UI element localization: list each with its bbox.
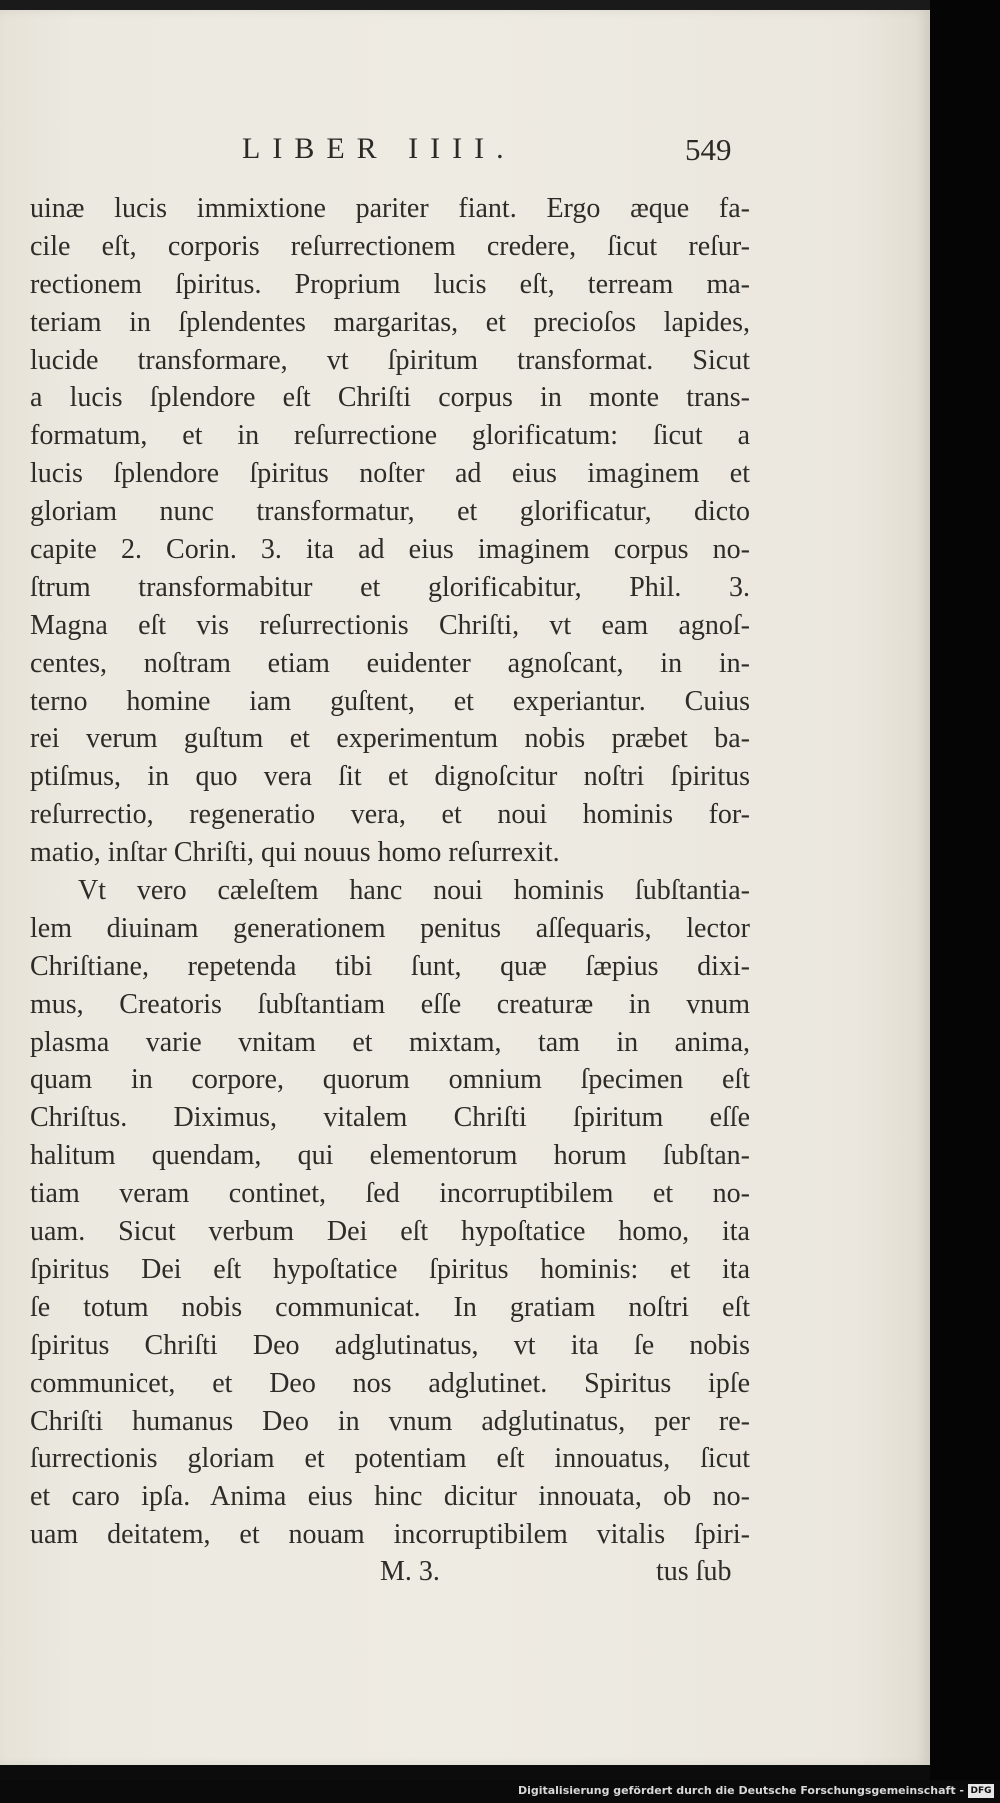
book-page <box>0 10 930 1765</box>
page-header <box>0 122 930 172</box>
text-line: reſurrectio, regeneratio vera, et noui hominis for- <box>30 799 750 831</box>
text-line: formatum, et in reſurrectione glorificatum: ſicut a <box>30 420 750 452</box>
text-line: centes, noſtram etiam euidenter agnoſcant, in in- <box>30 647 750 679</box>
text-line: plasma varie vnitam et mixtam, tam in anima, <box>30 1026 750 1058</box>
dfg-logo-icon: DFG <box>968 1784 994 1798</box>
scan-footer-bar <box>0 1780 1000 1803</box>
text-line: cile eſt, corporis reſurrectionem credere, ſicut reſur- <box>30 230 750 262</box>
page-number: 549 <box>685 132 732 167</box>
paragraph-start-line: Vt vero cæleſtem hanc noui hominis ſubſtantia- <box>78 875 750 907</box>
text-line: uam deitatem, et nouam incorruptibilem vitalis ſpiri- <box>30 1519 750 1551</box>
text-line: Chriſtus. Diximus, vitalem Chriſti ſpiritum eſſe <box>30 1102 750 1134</box>
scan-right-border <box>930 0 1000 1780</box>
text-line: quam in corpore, quorum omnium ſpecimen eſt <box>30 1064 750 1096</box>
text-line: ſe totum nobis communicat. In gratiam noſtri eſt <box>30 1291 750 1323</box>
text-line: ptiſmus, in quo vera ſit et dignoſcitur noſtri ſpiritus <box>30 761 750 793</box>
text-line: ſpiritus Dei eſt hypoſtatice ſpiritus hominis: et ita <box>30 1253 750 1285</box>
body-text <box>30 190 750 1554</box>
text-line: uam. Sicut verbum Dei eſt hypoſtatice homo, ita <box>30 1216 750 1248</box>
text-line: gloriam nunc transformatur, et glorificatur, dicto <box>30 496 750 528</box>
catchword: tus ſub <box>656 1556 732 1587</box>
text-line: tiam veram continet, ſed incorruptibilem et no- <box>30 1178 750 1210</box>
text-line: ſpiritus Chriſti Deo adglutinatus, vt ita ſe nobis <box>30 1329 750 1361</box>
signature-mark: M. 3. <box>380 1556 440 1587</box>
text-line: rei verum guſtum et experimentum nobis præbet ba- <box>30 723 750 755</box>
scan-top-border <box>0 0 930 10</box>
text-line: lucis ſplendore ſpiritus noſter ad eius imaginem et <box>30 458 750 490</box>
text-line: terno homine iam guſtent, et experiantur. Cuius <box>30 685 750 717</box>
text-line: lucide transformare, vt ſpiritum transformat. Sicut <box>30 344 750 376</box>
text-line: communicet, et Deo nos adglutinet. Spiritus ipſe <box>30 1367 750 1399</box>
text-line: a lucis ſplendore eſt Chriſti corpus in monte trans- <box>30 382 750 414</box>
text-line: halitum quendam, qui elementorum horum ſubſtan- <box>30 1140 750 1172</box>
paragraph-end-line: matio, inſtar Chriſti, qui nouus homo reſurrexit. <box>30 837 560 869</box>
text-line: ſurrectionis gloriam et potentiam eſt innouatus, ſicut <box>30 1443 750 1475</box>
text-line: Magna eſt vis reſurrectionis Chriſti, vt eam agnoſ- <box>30 609 750 641</box>
text-line: ſtrum transformabitur et glorificabitur, Phil. 3. <box>30 571 750 603</box>
text-line: capite 2. Corin. 3. ita ad eius imaginem corpus no- <box>30 534 750 566</box>
text-line: Chriſti humanus Deo in vnum adglutinatus, per re- <box>30 1405 750 1437</box>
text-line: et caro ipſa. Anima eius hinc dicitur innouata, ob no- <box>30 1481 750 1513</box>
funding-notice: Digitalisierung gefördert durch die Deutsche Forschungsgemeinschaft - <box>517 1784 964 1797</box>
text-line: uinæ lucis immixtione pariter fiant. Ergo æque fa- <box>30 193 750 224</box>
text-line: lem diuinam generationem penitus aſſequaris, lector <box>30 912 750 944</box>
text-line: teriam in ſplendentes margaritas, et precioſos lapides, <box>30 306 750 338</box>
text-line: rectionem ſpiritus. Proprium lucis eſt, terream ma- <box>30 268 750 300</box>
text-line: mus, Creatoris ſubſtantiam eſſe creaturæ in vnum <box>30 988 750 1020</box>
running-title: LIBER IIII. <box>242 132 516 165</box>
text-line: Chriſtiane, repetenda tibi ſunt, quæ ſæpius dixi- <box>30 950 750 982</box>
